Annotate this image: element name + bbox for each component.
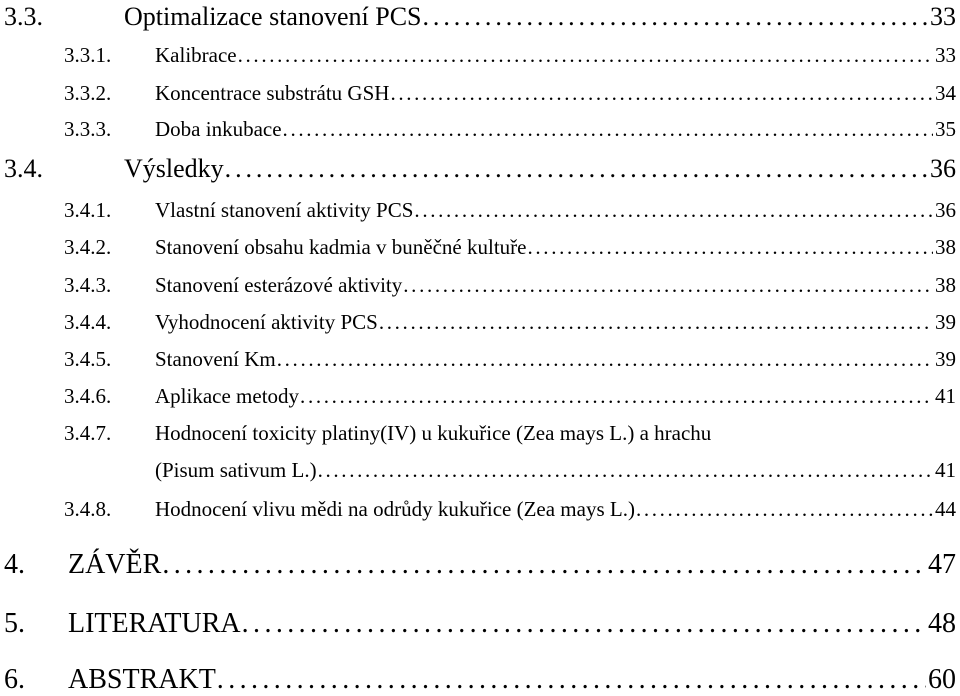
toc-entry-page: 38 bbox=[935, 235, 956, 259]
toc-entry-page: 39 bbox=[935, 310, 956, 334]
toc-entry-title: Doba inkubace bbox=[155, 117, 282, 141]
toc-entry-title: Koncentrace substrátu GSH bbox=[155, 81, 390, 105]
dot-leader bbox=[528, 235, 934, 260]
toc-entry-page: 36 bbox=[935, 198, 956, 222]
toc-entry-title: Vlastní stanovení aktivity PCS bbox=[155, 198, 414, 222]
toc-entry-number: 3.3. bbox=[4, 2, 43, 31]
toc-entry-page: 33 bbox=[930, 2, 956, 31]
toc-entry-3-4[interactable] bbox=[0, 154, 956, 184]
toc-entry-3-3-2[interactable] bbox=[0, 81, 956, 106]
toc-entry-page: 41 bbox=[935, 458, 956, 482]
toc-entry-number: 3.4.7. bbox=[64, 421, 112, 445]
toc-entry-title: Kalibrace bbox=[155, 43, 237, 67]
toc-entry-title: Hodnocení toxicity platiny(IV) u kukuřice (Zea mays L.) a hrachu bbox=[155, 421, 712, 445]
toc-entry-number: 3.4.5. bbox=[64, 347, 112, 371]
toc-entry-page: 34 bbox=[935, 81, 956, 105]
toc-entry-number: 4. bbox=[4, 549, 25, 580]
toc-entry-title: Vyhodnocení aktivity PCS bbox=[155, 310, 378, 334]
toc-entry-page: 33 bbox=[935, 43, 956, 67]
dot-leader bbox=[403, 273, 933, 298]
toc-entry-page: 38 bbox=[935, 273, 956, 297]
dot-leader bbox=[238, 43, 933, 68]
toc-entry-number: 3.4.8. bbox=[64, 497, 112, 521]
toc-entry-title: Aplikace metody bbox=[155, 384, 300, 408]
dot-leader bbox=[636, 497, 933, 522]
toc-entry-title: Stanovení esterázové aktivity bbox=[155, 273, 403, 297]
toc-entry-3-4-6[interactable] bbox=[0, 384, 956, 409]
toc-entry-page: 36 bbox=[930, 154, 956, 183]
toc-entry-number: 3.4.4. bbox=[64, 310, 112, 334]
toc-entry-number: 3.4.6. bbox=[64, 384, 112, 408]
dot-leader bbox=[283, 117, 933, 142]
dot-leader bbox=[423, 2, 928, 32]
toc-entry-3-3-3[interactable] bbox=[0, 117, 956, 142]
toc-entry-title: Stanovení obsahu kadmia v buněčné kultuře bbox=[155, 235, 527, 259]
toc-entry-title: Hodnocení vlivu mědi na odrůdy kukuřice (Zea mays L.) bbox=[155, 497, 635, 521]
toc-entry-page: 48 bbox=[928, 608, 956, 639]
toc-entry-page: 41 bbox=[935, 384, 956, 408]
dot-leader bbox=[217, 664, 926, 696]
toc-entry-title: Optimalizace stanovení PCS bbox=[124, 2, 422, 31]
dot-leader bbox=[414, 198, 933, 223]
toc-entry-page: 47 bbox=[928, 549, 956, 580]
toc-entry-page: 35 bbox=[935, 117, 956, 141]
toc-entry-title: Stanovení Km bbox=[155, 347, 276, 371]
dot-leader bbox=[242, 608, 926, 640]
toc-entry-3-4-1[interactable] bbox=[0, 198, 956, 223]
toc-entry-3-4-5[interactable] bbox=[0, 347, 956, 372]
toc-entry-6[interactable] bbox=[0, 664, 956, 696]
toc-entry-number: 3.4.1. bbox=[64, 198, 112, 222]
toc-entry-number: 3.3.1. bbox=[64, 43, 112, 67]
toc-entry-number: 3.3.3. bbox=[64, 117, 112, 141]
toc-entry-number: 6. bbox=[4, 664, 25, 695]
toc-entry-number: 3.4. bbox=[4, 154, 43, 183]
dot-leader bbox=[318, 458, 933, 483]
toc-entry-3-4-8[interactable] bbox=[0, 497, 956, 522]
toc-entry-3-4-7-continued[interactable] bbox=[0, 458, 956, 483]
toc-entry-number: 3.3.2. bbox=[64, 81, 112, 105]
dot-leader bbox=[225, 154, 928, 184]
toc-entry-3-3[interactable] bbox=[0, 2, 956, 32]
dot-leader bbox=[162, 549, 926, 581]
toc-entry-title: Výsledky bbox=[124, 154, 224, 183]
dot-leader bbox=[277, 347, 933, 372]
toc-entry-3-3-1[interactable] bbox=[0, 43, 956, 68]
toc-entry-page: 44 bbox=[935, 497, 956, 521]
toc-entry-3-4-4[interactable] bbox=[0, 310, 956, 335]
toc-entry-title: ABSTRAKT bbox=[68, 664, 216, 695]
toc-entry-3-4-2[interactable] bbox=[0, 235, 956, 260]
toc-entry-number: 3.4.2. bbox=[64, 235, 112, 259]
toc-entry-title: ZÁVĚR bbox=[68, 549, 162, 580]
toc-entry-5[interactable] bbox=[0, 608, 956, 640]
toc-entry-3-4-3[interactable] bbox=[0, 273, 956, 298]
toc-entry-number: 3.4.3. bbox=[64, 273, 112, 297]
toc-entry-page: 60 bbox=[928, 664, 956, 695]
toc-entry-3-4-7[interactable] bbox=[0, 421, 956, 446]
dot-leader bbox=[390, 81, 933, 106]
toc-entry-title-continued: (Pisum sativum L.) bbox=[155, 458, 317, 482]
dot-leader bbox=[300, 384, 933, 409]
toc-entry-4[interactable] bbox=[0, 549, 956, 581]
toc-entry-title: LITERATURA bbox=[68, 608, 241, 639]
toc-entry-page: 39 bbox=[935, 347, 956, 371]
toc-entry-number: 5. bbox=[4, 608, 25, 639]
dot-leader bbox=[379, 310, 933, 335]
